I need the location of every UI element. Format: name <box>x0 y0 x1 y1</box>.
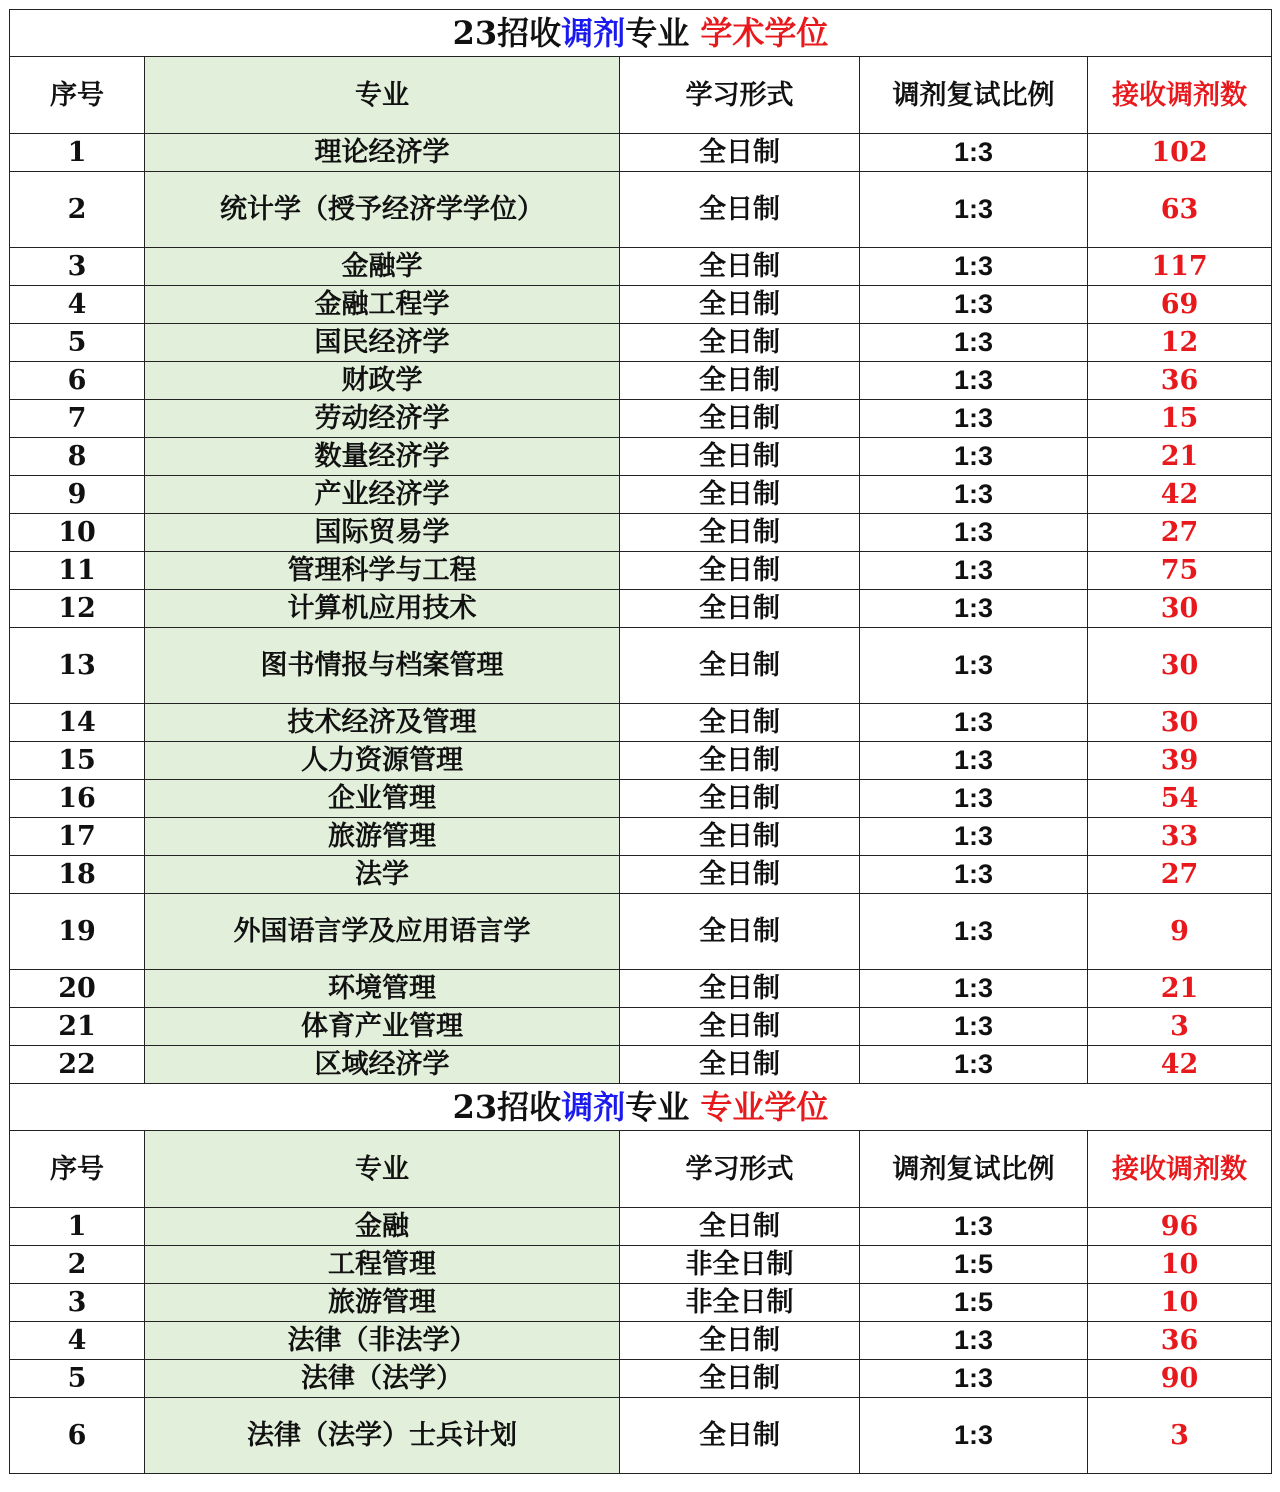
cell-mode: 全日制 <box>620 172 860 248</box>
cell-ratio: 1:3 <box>860 780 1088 818</box>
table-row <box>10 1208 1272 1246</box>
cell-mode: 全日制 <box>620 704 860 742</box>
cell-count: 90 <box>1088 1360 1272 1398</box>
cell-no: 12 <box>10 590 145 628</box>
cell-major: 国际贸易学 <box>145 514 620 552</box>
cell-no: 10 <box>10 514 145 552</box>
table-row <box>10 1398 1272 1474</box>
cell-count: 3 <box>1088 1398 1272 1474</box>
table-row <box>10 1360 1272 1398</box>
cell-no: 21 <box>10 1008 145 1046</box>
cell-ratio: 1:3 <box>860 1322 1088 1360</box>
cell-count: 10 <box>1088 1246 1272 1284</box>
cell-no: 17 <box>10 818 145 856</box>
cell-major: 国民经济学 <box>145 324 620 362</box>
table-row <box>10 970 1272 1008</box>
cell-major: 法律（法学） <box>145 1360 620 1398</box>
table-row <box>10 514 1272 552</box>
cell-major: 人力资源管理 <box>145 742 620 780</box>
cell-major: 旅游管理 <box>145 818 620 856</box>
cell-no: 18 <box>10 856 145 894</box>
cell-count: 30 <box>1088 590 1272 628</box>
cell-major: 外国语言学及应用语言学 <box>145 894 620 970</box>
cell-ratio: 1:3 <box>860 742 1088 780</box>
cell-no: 3 <box>10 248 145 286</box>
cell-count: 42 <box>1088 1046 1272 1084</box>
header-mode: 学习形式 <box>620 57 860 134</box>
cell-no: 11 <box>10 552 145 590</box>
cell-mode: 全日制 <box>620 590 860 628</box>
table-row <box>10 628 1272 704</box>
table-row <box>10 134 1272 172</box>
cell-count: 3 <box>1088 1008 1272 1046</box>
cell-no: 19 <box>10 894 145 970</box>
cell-no: 1 <box>10 1208 145 1246</box>
cell-count: 15 <box>1088 400 1272 438</box>
cell-mode: 全日制 <box>620 780 860 818</box>
header-row <box>10 1131 1272 1208</box>
cell-no: 2 <box>10 172 145 248</box>
cell-no: 6 <box>10 362 145 400</box>
cell-major: 金融学 <box>145 248 620 286</box>
cell-mode: 全日制 <box>620 324 860 362</box>
cell-count: 42 <box>1088 476 1272 514</box>
cell-mode: 全日制 <box>620 286 860 324</box>
header-major: 专业 <box>145 57 620 134</box>
cell-major: 理论经济学 <box>145 134 620 172</box>
cell-count: 21 <box>1088 438 1272 476</box>
cell-major: 财政学 <box>145 362 620 400</box>
cell-count: 36 <box>1088 1322 1272 1360</box>
header-ratio: 调剂复试比例 <box>860 1131 1088 1208</box>
title-highlight: 调剂 <box>561 14 626 52</box>
cell-no: 4 <box>10 1322 145 1360</box>
cell-count: 36 <box>1088 362 1272 400</box>
cell-ratio: 1:3 <box>860 1360 1088 1398</box>
cell-ratio: 1:3 <box>860 286 1088 324</box>
table-row <box>10 1046 1272 1084</box>
cell-count: 21 <box>1088 970 1272 1008</box>
table-row <box>10 172 1272 248</box>
cell-ratio: 1:3 <box>860 1208 1088 1246</box>
cell-ratio: 1:3 <box>860 856 1088 894</box>
cell-mode: 全日制 <box>620 1398 860 1474</box>
title-prefix: 23招收 <box>452 1088 562 1126</box>
header-ratio: 调剂复试比例 <box>860 57 1088 134</box>
cell-ratio: 1:3 <box>860 552 1088 590</box>
cell-major: 旅游管理 <box>145 1284 620 1322</box>
cell-ratio: 1:3 <box>860 1398 1088 1474</box>
header-mode: 学习形式 <box>620 1131 860 1208</box>
cell-major: 管理科学与工程 <box>145 552 620 590</box>
cell-no: 5 <box>10 324 145 362</box>
table-row <box>10 248 1272 286</box>
cell-count: 30 <box>1088 628 1272 704</box>
cell-major: 计算机应用技术 <box>145 590 620 628</box>
cell-major: 产业经济学 <box>145 476 620 514</box>
admissions-table <box>9 9 1272 1474</box>
cell-mode: 全日制 <box>620 1208 860 1246</box>
title-degree: 学术学位 <box>700 14 829 52</box>
cell-mode: 全日制 <box>620 742 860 780</box>
cell-major: 法学 <box>145 856 620 894</box>
cell-mode: 全日制 <box>620 894 860 970</box>
cell-ratio: 1:3 <box>860 590 1088 628</box>
cell-ratio: 1:3 <box>860 894 1088 970</box>
table-row <box>10 552 1272 590</box>
cell-count: 69 <box>1088 286 1272 324</box>
cell-ratio: 1:3 <box>860 248 1088 286</box>
cell-count: 96 <box>1088 1208 1272 1246</box>
cell-mode: 全日制 <box>620 362 860 400</box>
cell-mode: 全日制 <box>620 856 860 894</box>
cell-ratio: 1:3 <box>860 1008 1088 1046</box>
cell-ratio: 1:3 <box>860 818 1088 856</box>
table-row <box>10 1008 1272 1046</box>
cell-ratio: 1:5 <box>860 1246 1088 1284</box>
cell-ratio: 1:3 <box>860 628 1088 704</box>
cell-major: 工程管理 <box>145 1246 620 1284</box>
table-row <box>10 324 1272 362</box>
cell-no: 9 <box>10 476 145 514</box>
table-row <box>10 438 1272 476</box>
cell-mode: 全日制 <box>620 1046 860 1084</box>
cell-major: 劳动经济学 <box>145 400 620 438</box>
table-row <box>10 476 1272 514</box>
cell-count: 10 <box>1088 1284 1272 1322</box>
cell-major: 体育产业管理 <box>145 1008 620 1046</box>
cell-mode: 全日制 <box>620 514 860 552</box>
cell-ratio: 1:3 <box>860 172 1088 248</box>
cell-mode: 全日制 <box>620 970 860 1008</box>
cell-mode: 全日制 <box>620 134 860 172</box>
cell-mode: 非全日制 <box>620 1284 860 1322</box>
table-row <box>10 780 1272 818</box>
cell-ratio: 1:3 <box>860 362 1088 400</box>
header-count: 接收调剂数 <box>1088 57 1272 134</box>
table-row <box>10 400 1272 438</box>
table-row <box>10 704 1272 742</box>
cell-mode: 全日制 <box>620 1360 860 1398</box>
cell-count: 102 <box>1088 134 1272 172</box>
table-body <box>10 10 1272 1474</box>
cell-major: 法律（法学）士兵计划 <box>145 1398 620 1474</box>
cell-mode: 全日制 <box>620 1322 860 1360</box>
table-row <box>10 894 1272 970</box>
table-row <box>10 286 1272 324</box>
header-no: 序号 <box>10 57 145 134</box>
cell-mode: 全日制 <box>620 476 860 514</box>
table-row <box>10 362 1272 400</box>
cell-no: 6 <box>10 1398 145 1474</box>
cell-count: 9 <box>1088 894 1272 970</box>
table-row <box>10 1322 1272 1360</box>
cell-no: 8 <box>10 438 145 476</box>
cell-count: 39 <box>1088 742 1272 780</box>
cell-major: 统计学（授予经济学学位） <box>145 172 620 248</box>
cell-major: 区域经济学 <box>145 1046 620 1084</box>
cell-mode: 非全日制 <box>620 1246 860 1284</box>
cell-ratio: 1:3 <box>860 400 1088 438</box>
header-row <box>10 57 1272 134</box>
title-middle: 专业 <box>625 1088 701 1126</box>
cell-count: 12 <box>1088 324 1272 362</box>
section-title <box>10 10 1272 57</box>
cell-major: 法律（非法学） <box>145 1322 620 1360</box>
table-row <box>10 1284 1272 1322</box>
cell-major: 图书情报与档案管理 <box>145 628 620 704</box>
cell-no: 7 <box>10 400 145 438</box>
cell-mode: 全日制 <box>620 400 860 438</box>
cell-ratio: 1:3 <box>860 324 1088 362</box>
title-prefix: 23招收 <box>452 14 562 52</box>
cell-count: 27 <box>1088 514 1272 552</box>
cell-no: 4 <box>10 286 145 324</box>
cell-count: 30 <box>1088 704 1272 742</box>
cell-ratio: 1:3 <box>860 134 1088 172</box>
title-degree: 专业学位 <box>700 1088 829 1126</box>
cell-no: 2 <box>10 1246 145 1284</box>
cell-count: 27 <box>1088 856 1272 894</box>
cell-ratio: 1:3 <box>860 476 1088 514</box>
cell-count: 117 <box>1088 248 1272 286</box>
cell-major: 金融工程学 <box>145 286 620 324</box>
cell-no: 16 <box>10 780 145 818</box>
section-title-row <box>10 10 1272 57</box>
title-middle: 专业 <box>625 14 701 52</box>
cell-count: 75 <box>1088 552 1272 590</box>
title-highlight: 调剂 <box>561 1088 626 1126</box>
cell-mode: 全日制 <box>620 628 860 704</box>
header-count: 接收调剂数 <box>1088 1131 1272 1208</box>
cell-major: 技术经济及管理 <box>145 704 620 742</box>
cell-ratio: 1:3 <box>860 438 1088 476</box>
cell-mode: 全日制 <box>620 438 860 476</box>
cell-major: 金融 <box>145 1208 620 1246</box>
table-row <box>10 818 1272 856</box>
cell-ratio: 1:3 <box>860 704 1088 742</box>
header-no: 序号 <box>10 1131 145 1208</box>
cell-count: 33 <box>1088 818 1272 856</box>
table-row <box>10 856 1272 894</box>
cell-no: 3 <box>10 1284 145 1322</box>
cell-no: 5 <box>10 1360 145 1398</box>
cell-major: 数量经济学 <box>145 438 620 476</box>
admissions-table-container <box>9 9 1271 1474</box>
cell-count: 54 <box>1088 780 1272 818</box>
cell-mode: 全日制 <box>620 552 860 590</box>
cell-no: 20 <box>10 970 145 1008</box>
cell-mode: 全日制 <box>620 818 860 856</box>
cell-mode: 全日制 <box>620 248 860 286</box>
cell-ratio: 1:3 <box>860 1046 1088 1084</box>
cell-no: 22 <box>10 1046 145 1084</box>
table-row <box>10 742 1272 780</box>
cell-count: 63 <box>1088 172 1272 248</box>
cell-no: 14 <box>10 704 145 742</box>
table-row <box>10 590 1272 628</box>
cell-ratio: 1:3 <box>860 514 1088 552</box>
section-title <box>10 1084 1272 1131</box>
cell-no: 15 <box>10 742 145 780</box>
cell-no: 1 <box>10 134 145 172</box>
cell-no: 13 <box>10 628 145 704</box>
section-title-row <box>10 1084 1272 1131</box>
cell-major: 企业管理 <box>145 780 620 818</box>
cell-ratio: 1:5 <box>860 1284 1088 1322</box>
cell-ratio: 1:3 <box>860 970 1088 1008</box>
cell-mode: 全日制 <box>620 1008 860 1046</box>
cell-major: 环境管理 <box>145 970 620 1008</box>
table-row <box>10 1246 1272 1284</box>
header-major: 专业 <box>145 1131 620 1208</box>
